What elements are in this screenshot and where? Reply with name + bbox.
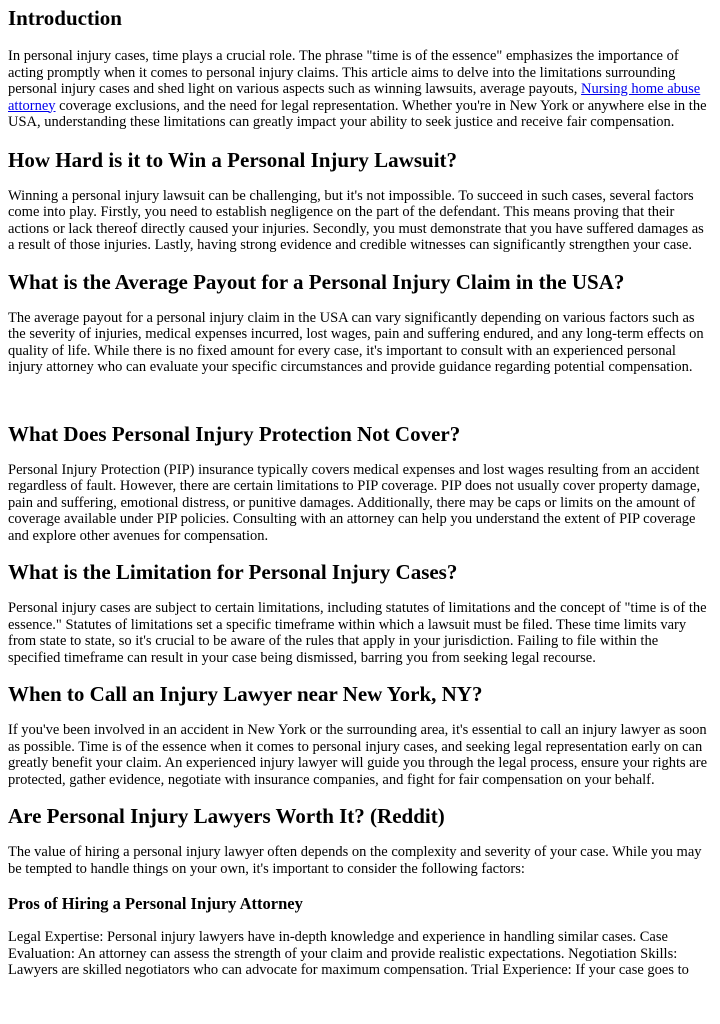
- heading-worth-it: Are Personal Injury Lawyers Worth It? (Reddit): [8, 804, 445, 828]
- paragraph-pros: Legal Expertise: Personal injury lawyers have in-depth knowledge and experience in handling similar cases. Case Evaluation: An attorney can assess the strength of your claim and provide realistic expectations. Negotiation Skills: Lawyers are skilled negotiators who can advocate for maximum compensation. Trial Experience: If your case goes to: [8, 929, 689, 978]
- paragraph-call-lawyer: If you've been involved in an accident in New York or the surrounding area, it's essential to call an injury lawyer as soon as possible. Time is of the essence when it comes to personal injury cases, and seeking legal representation early on can greatly benefit your claim. An experienced injury lawyer will guide you through the legal process, ensure your rights are protected, gather evidence, negotiate with insurance companies, and fight for fair compensation on your behalf.: [8, 722, 708, 788]
- intro-text-before-link: In personal injury cases, time plays a crucial role. The phrase "time is of the essence" emphasizes the importance of acting promptly when it comes to personal injury claims. This article aims to delve into the limitations surrounding personal injury cases and shed light on various aspects such as winning lawsuits, average payouts,: [8, 48, 679, 97]
- heading-call-lawyer: When to Call an Injury Lawyer near New York, NY?: [8, 682, 483, 706]
- paragraph-average-payout: The average payout for a personal injury claim in the USA can vary significantly depending on various factors such as the severity of injuries, medical expenses incurred, lost wages, pain and suffering endured, and any long-term effects on quality of life. While there is no fixed amount for every case, it's important to consult with an experienced personal injury attorney who can evaluate your specific circumstances and provide guidance regarding potential compensation.: [8, 309, 704, 375]
- paragraph-limitation: Personal injury cases are subject to certain limitations, including statutes of limitations and the concept of "time is of the essence." Statutes of limitations set a specific timeframe within which a lawsuit must be filed. These time limits vary from state to state, so it's crucial to be aware of the rules that apply in your jurisdiction. Failing to file within the specified timeframe can result in your case being dismissed, barring you from seeking legal recourse.: [8, 600, 707, 666]
- paragraph-worth-it: The value of hiring a personal injury lawyer often depends on the complexity and severity of your case. While you may be tempted to handle things on your own, it's important to consider the following factors:: [8, 844, 702, 877]
- nursing-home-abuse-attorney-link[interactable]: Nursing home abuse attorney: [8, 81, 701, 114]
- heading-win-lawsuit: How Hard is it to Win a Personal Injury Lawsuit?: [8, 147, 458, 172]
- heading-pip: What Does Personal Injury Protection Not Cover?: [8, 421, 461, 446]
- paragraph-introduction: [8, 48, 712, 131]
- paragraph-win-lawsuit: Winning a personal injury lawsuit can be challenging, but it's not impossible. To succeed in such cases, several factors come into play. Firstly, you need to establish negligence on the part of the defendant. This means proving that their actions or lack thereof directly caused your injuries. Secondly, you must demonstrate that you have suffered damages as a result of those injuries. Lastly, having strong evidence and credible witnesses can significantly strengthen your case.: [8, 187, 704, 253]
- article: [0, 6, 720, 979]
- heading-average-payout: What is the Average Payout for a Personal Injury Claim in the USA?: [8, 269, 625, 294]
- heading-limitation: What is the Limitation for Personal Injury Cases?: [8, 560, 458, 584]
- heading-pros: Pros of Hiring a Personal Injury Attorney: [8, 894, 303, 913]
- heading-introduction: Introduction: [8, 6, 122, 30]
- paragraph-pip: Personal Injury Protection (PIP) insurance typically covers medical expenses and lost wages resulting from an accident regardless of fault. However, there are certain limitations to PIP coverage. PIP does not usually cover property damage, pain and suffering, emotional distress, or punitive damages. Additionally, there may be caps or limits on the amount of coverage available under PIP policies. Consulting with an attorney can help you understand the extent of PIP coverage and explore other avenues for compensation.: [8, 461, 701, 544]
- intro-text-after-link: coverage exclusions, and the need for legal representation. Whether you're in New York or anywhere else in the USA, understanding these limitations can greatly impact your ability to seek justice and receive fair compensation.: [8, 97, 707, 130]
